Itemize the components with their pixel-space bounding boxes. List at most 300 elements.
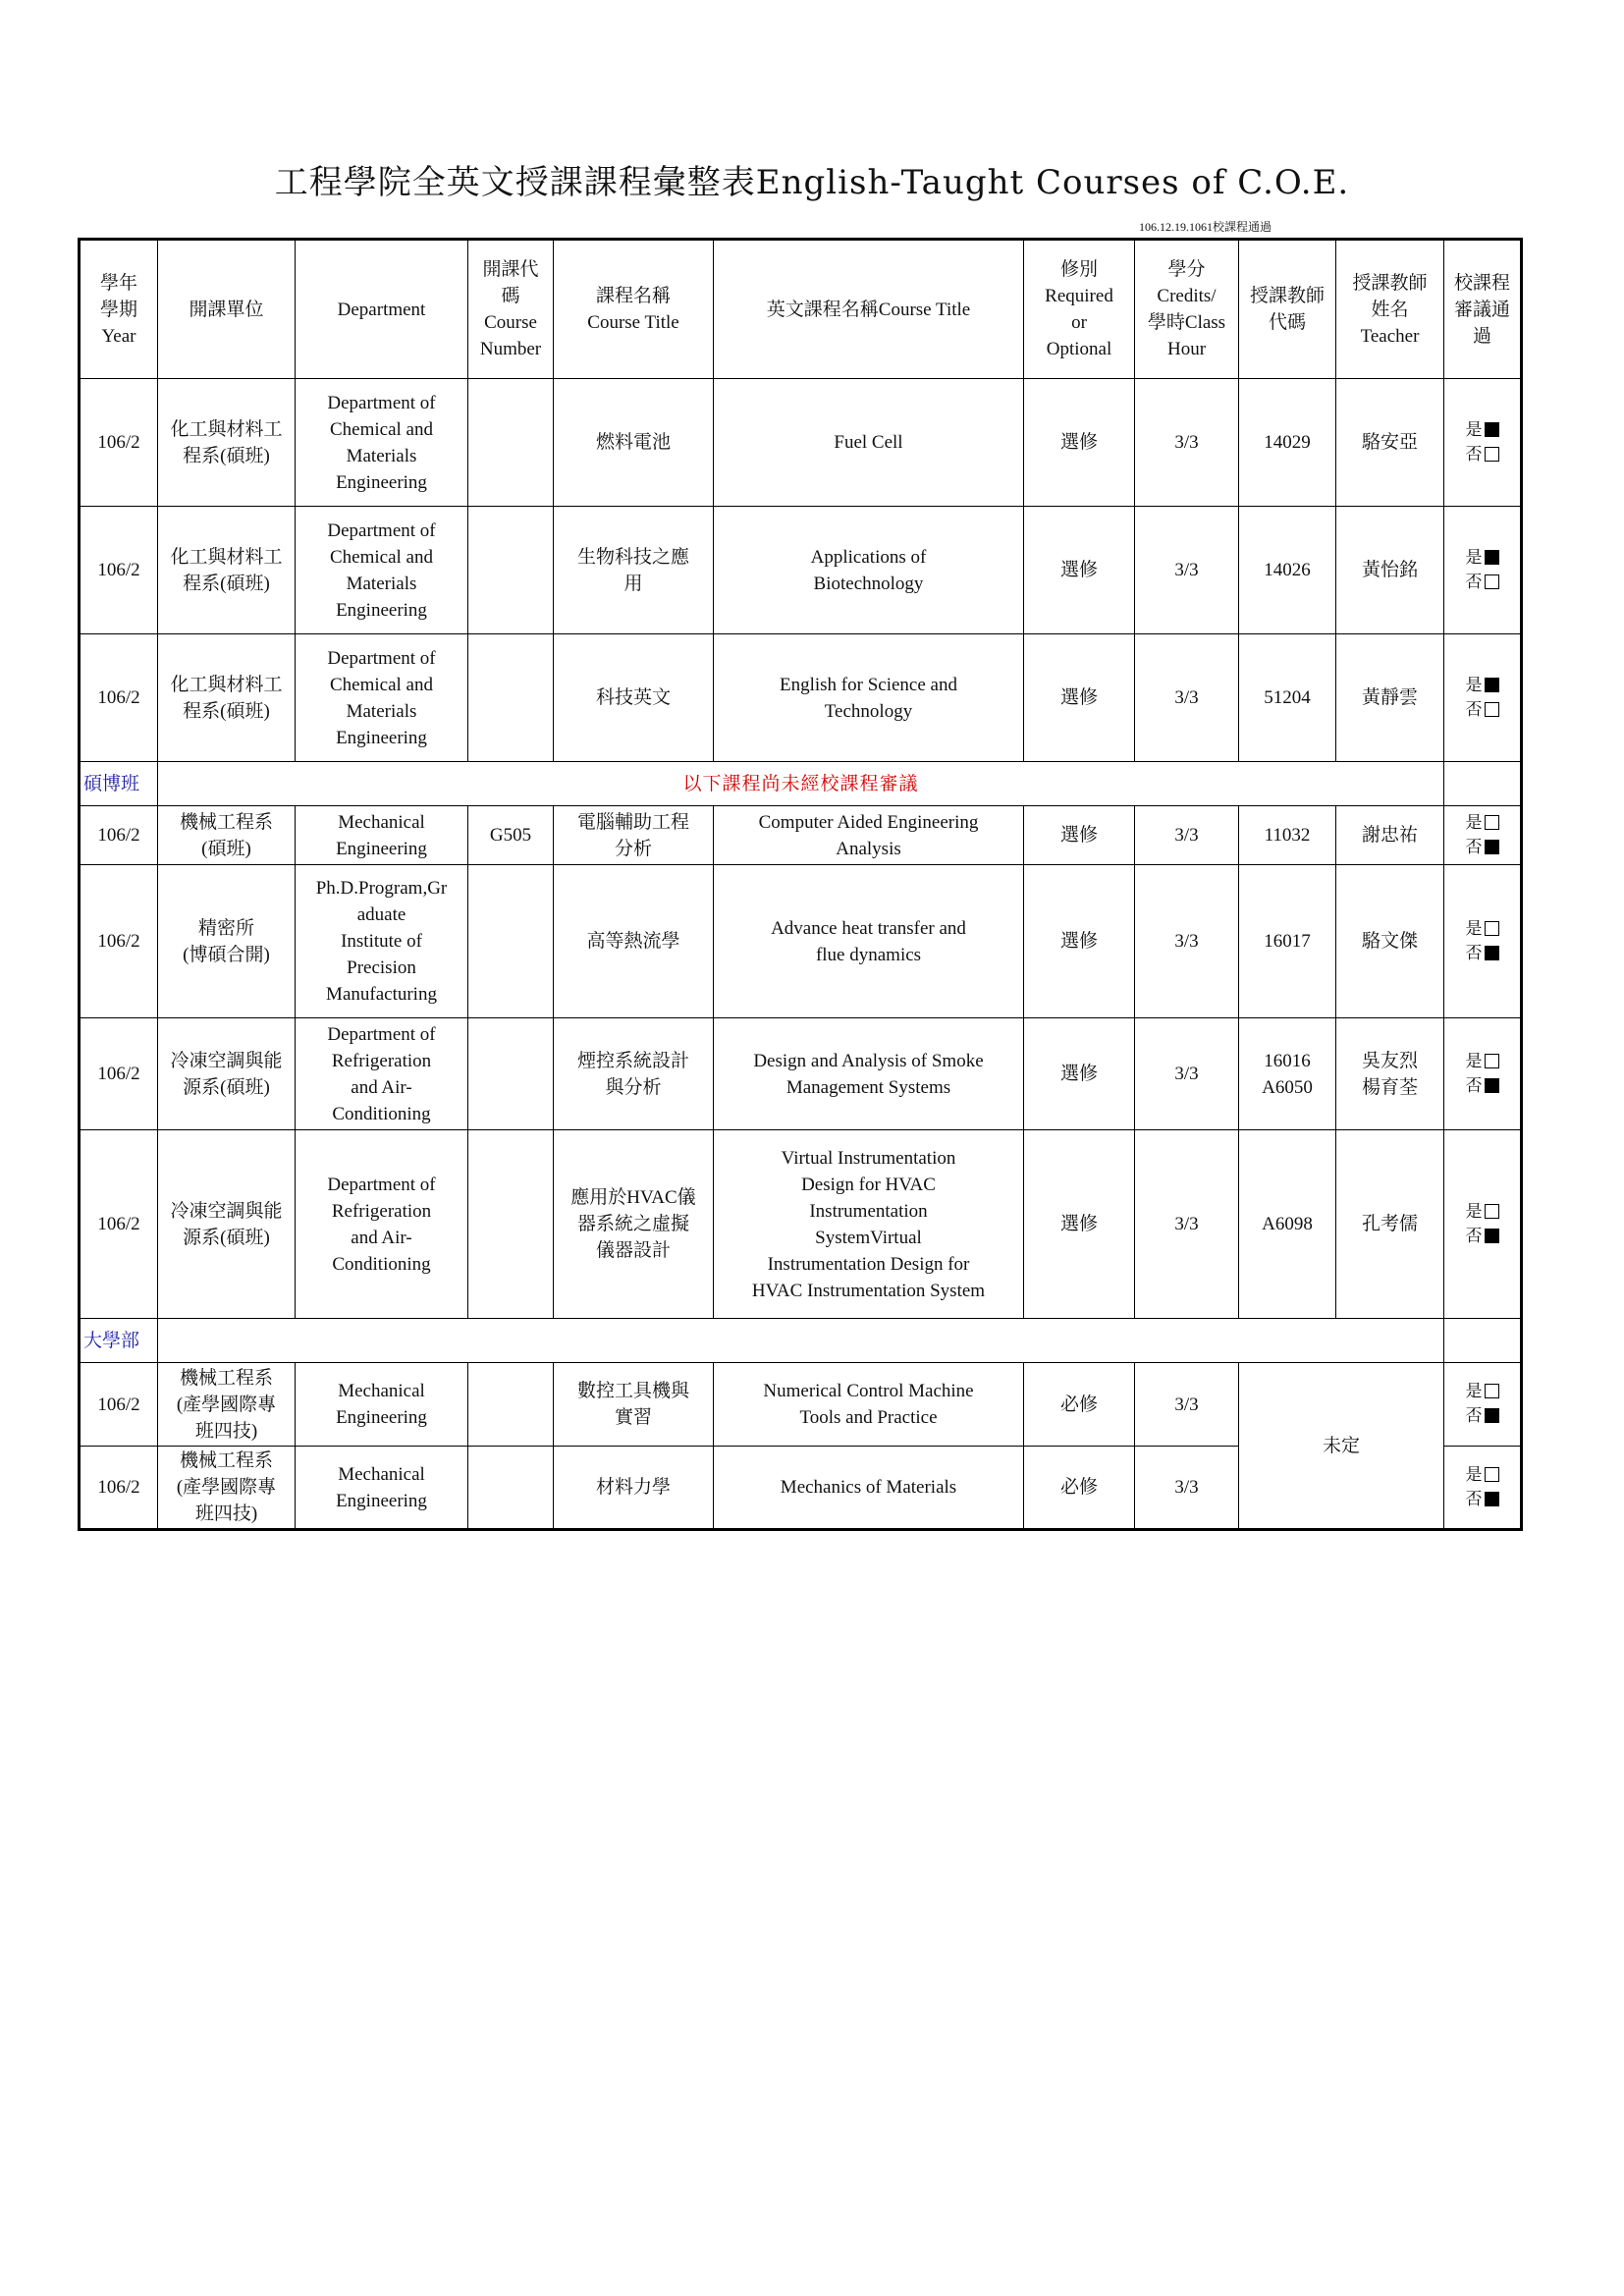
- credits-cell: [1135, 1130, 1239, 1319]
- line: 3/3: [1174, 687, 1199, 708]
- line: 3/3: [1174, 432, 1199, 453]
- line: 3/3: [1174, 931, 1199, 952]
- line: Conditioning: [332, 1253, 431, 1275]
- courses-table: [78, 238, 1523, 1531]
- section-empty-cell: [1444, 762, 1522, 806]
- line: Manufacturing: [326, 984, 437, 1005]
- line: 選修: [1059, 432, 1098, 453]
- line: 化工與材料工: [170, 674, 283, 695]
- no-label: 否: [1465, 699, 1483, 720]
- line: 程系(碩班): [183, 573, 270, 594]
- approval-cell: [1444, 865, 1522, 1018]
- line: 106/2: [97, 931, 140, 952]
- year-cell: [80, 865, 158, 1018]
- no-label: 否: [1465, 572, 1483, 592]
- yes-label: 是: [1465, 675, 1483, 695]
- line: 授課教師: [1352, 272, 1428, 294]
- line: flue dynamics: [815, 944, 922, 965]
- line: 化工與材料工: [170, 418, 283, 440]
- line: Analysis: [836, 838, 901, 859]
- line: 必修: [1059, 1477, 1098, 1498]
- english-title-cell: [714, 1130, 1024, 1319]
- department-cell: [296, 634, 468, 762]
- table-row: [80, 806, 1522, 865]
- line: 16016: [1264, 1050, 1311, 1071]
- header-approval: [1444, 240, 1522, 379]
- line: 14026: [1264, 560, 1311, 580]
- header-required: [1024, 240, 1135, 379]
- header-department: Department: [296, 240, 468, 379]
- line: 高等熱流學: [586, 931, 680, 952]
- line: Engineering: [336, 1407, 427, 1428]
- teacher-name-cell: [1336, 507, 1444, 634]
- line: 選修: [1059, 687, 1098, 708]
- line: Ph.D.Program,Gr: [315, 878, 448, 899]
- checked-box-icon: [1485, 1408, 1499, 1423]
- line: Credits/: [1157, 286, 1217, 306]
- line: 106/2: [97, 1477, 140, 1498]
- course-title-cell: [554, 1447, 714, 1530]
- credits-cell: [1135, 1363, 1239, 1447]
- line: 謝忠祐: [1361, 825, 1418, 846]
- approval-cell: [1444, 507, 1522, 634]
- section-label: 大學部: [80, 1319, 158, 1363]
- unit-cell: [158, 865, 296, 1018]
- teacher-name-cell: [1336, 379, 1444, 507]
- line: 106/2: [97, 1214, 140, 1234]
- line: 與分析: [605, 1076, 662, 1098]
- course-number-cell: [468, 1447, 554, 1530]
- english-title-cell: [714, 1018, 1024, 1130]
- line: and Air-: [351, 1076, 412, 1098]
- line: (產學國際專: [176, 1477, 277, 1498]
- table-row: [80, 379, 1522, 507]
- approval-note: 106.12.19.1061校課程通過: [1139, 220, 1272, 234]
- line: and Air-: [351, 1227, 412, 1248]
- department-cell: [296, 865, 468, 1018]
- no-label: 否: [1465, 1075, 1483, 1096]
- course-title-cell: [554, 1363, 714, 1447]
- empty-box-icon: [1485, 447, 1499, 462]
- course-title-cell: [554, 806, 714, 865]
- yes-label: 是: [1465, 812, 1483, 833]
- approval-cell: [1444, 806, 1522, 865]
- line: 孔考儒: [1361, 1214, 1418, 1234]
- approval-cell: [1444, 1447, 1522, 1530]
- required-cell: [1024, 806, 1135, 865]
- yes-label: 是: [1465, 1464, 1483, 1485]
- line: Advance heat transfer and: [771, 917, 966, 939]
- line: 過: [1472, 325, 1491, 347]
- line: Department of: [327, 1174, 436, 1195]
- line: Instrumentation: [809, 1200, 928, 1222]
- empty-box-icon: [1485, 574, 1499, 589]
- course-title-cell: [554, 1018, 714, 1130]
- unit-cell: [158, 1130, 296, 1319]
- line: 機械工程系: [179, 1367, 273, 1389]
- line: G505: [489, 825, 532, 846]
- line: Number: [479, 339, 542, 359]
- table-row: [80, 865, 1522, 1018]
- unit-cell: [158, 379, 296, 507]
- line: 學年: [99, 272, 137, 294]
- line: Management Systems: [785, 1076, 951, 1098]
- course-number-cell: [468, 1363, 554, 1447]
- yes-label: 是: [1465, 918, 1483, 939]
- line: 106/2: [97, 432, 140, 453]
- line: 電腦輔助工程: [576, 811, 689, 833]
- approval-cell: [1444, 379, 1522, 507]
- line: 駱安亞: [1361, 432, 1418, 453]
- year-cell: [80, 507, 158, 634]
- line: Biotechnology: [813, 573, 924, 594]
- credits-cell: [1135, 865, 1239, 1018]
- credits-cell: [1135, 634, 1239, 762]
- credits-cell: [1135, 1447, 1239, 1530]
- required-cell: [1024, 1018, 1135, 1130]
- no-label: 否: [1465, 1489, 1483, 1509]
- unit-cell: [158, 1363, 296, 1447]
- line: 源系(碩班): [183, 1227, 270, 1248]
- line: Institute of: [341, 931, 422, 952]
- line: A6098: [1262, 1214, 1313, 1234]
- page-title: 工程學院全英文授課課程彙整表English-Taught Courses of C.O.E.: [274, 163, 1350, 202]
- line: 吳友烈: [1361, 1050, 1418, 1071]
- line: Engineering: [336, 838, 427, 859]
- line: Mechanical: [338, 811, 425, 833]
- line: (博碩合開): [183, 944, 270, 965]
- section-label: 碩博班: [80, 762, 158, 806]
- course-number-cell: [468, 806, 554, 865]
- year-cell: [80, 1363, 158, 1447]
- line: Technology: [824, 700, 913, 722]
- teacher-code-cell: [1239, 865, 1336, 1018]
- line: 分析: [614, 838, 652, 859]
- header-credits: [1135, 240, 1239, 379]
- line: Tools and Practice: [799, 1407, 938, 1428]
- line: Refrigeration: [331, 1050, 432, 1071]
- english-title-cell: [714, 379, 1024, 507]
- department-cell: [296, 379, 468, 507]
- line: 化工與材料工: [170, 546, 283, 568]
- credits-cell: [1135, 1018, 1239, 1130]
- line: 程系(碩班): [183, 700, 270, 722]
- line: 106/2: [97, 560, 140, 580]
- empty-box-icon: [1485, 1204, 1499, 1219]
- no-label: 否: [1465, 837, 1483, 857]
- english-title-cell: [714, 1363, 1024, 1447]
- year-cell: [80, 1130, 158, 1319]
- section-row: [80, 762, 1522, 806]
- checked-box-icon: [1485, 840, 1499, 854]
- approval-cell: [1444, 1130, 1522, 1319]
- line: 數控工具機與: [576, 1381, 689, 1401]
- checked-box-icon: [1485, 1078, 1499, 1093]
- line: (產學國際專: [176, 1394, 277, 1415]
- teacher-name-cell: [1336, 865, 1444, 1018]
- line: Conditioning: [332, 1103, 431, 1124]
- line: 修別: [1059, 259, 1098, 280]
- line: Mechanical: [338, 1463, 425, 1485]
- line: Design for HVAC: [801, 1174, 936, 1195]
- line: 校課程: [1453, 272, 1510, 294]
- line: 煙控系統設計: [576, 1050, 689, 1071]
- credits-cell: [1135, 507, 1239, 634]
- line: 106/2: [97, 1064, 140, 1084]
- line: 3/3: [1174, 1214, 1199, 1234]
- section-note: [158, 1319, 1444, 1363]
- english-title-cell: [714, 865, 1024, 1018]
- line: 開課代: [482, 259, 539, 280]
- line: 班四技): [194, 1503, 258, 1524]
- unit-cell: [158, 1018, 296, 1130]
- line: 11032: [1264, 825, 1311, 846]
- line: 必修: [1059, 1394, 1098, 1415]
- line: 3/3: [1174, 1394, 1199, 1415]
- yes-label: 是: [1465, 1201, 1483, 1222]
- course-title-cell: [554, 507, 714, 634]
- empty-box-icon: [1485, 702, 1499, 717]
- line: 駱文傑: [1361, 931, 1418, 952]
- year-cell: [80, 806, 158, 865]
- line: 選修: [1059, 1214, 1098, 1234]
- required-cell: [1024, 1363, 1135, 1447]
- required-cell: [1024, 1130, 1135, 1319]
- teacher-name-cell: [1336, 634, 1444, 762]
- line: 授課教師: [1249, 286, 1325, 306]
- table-row: [80, 1130, 1522, 1319]
- line: HVAC Instrumentation System: [751, 1280, 986, 1301]
- line: 生物科技之應: [576, 546, 689, 568]
- course-number-cell: [468, 865, 554, 1018]
- line: A6050: [1262, 1076, 1313, 1098]
- line: 106/2: [97, 825, 140, 846]
- line: Fuel Cell: [834, 432, 903, 453]
- empty-box-icon: [1485, 815, 1499, 830]
- header-unit: 開課單位: [158, 240, 296, 379]
- teacher-code-cell: [1239, 1018, 1336, 1130]
- no-label: 否: [1465, 1226, 1483, 1246]
- no-label: 否: [1465, 444, 1483, 465]
- line: 黃靜雲: [1361, 687, 1418, 708]
- checked-box-icon: [1485, 678, 1499, 692]
- line: 3/3: [1174, 1477, 1199, 1498]
- line: 程系(碩班): [183, 445, 270, 466]
- no-label: 否: [1465, 943, 1483, 963]
- header-teacher: [1336, 240, 1444, 379]
- line: Hour: [1166, 339, 1207, 359]
- line: 科技英文: [595, 687, 671, 708]
- empty-box-icon: [1485, 1384, 1499, 1398]
- line: aduate: [356, 904, 406, 925]
- table-row: [80, 507, 1522, 634]
- yes-label: 是: [1465, 1382, 1483, 1401]
- line: 班四技): [194, 1420, 258, 1442]
- line: 審議通: [1453, 299, 1510, 320]
- table-header-row: [80, 240, 1522, 379]
- teacher-code-cell: [1239, 634, 1336, 762]
- line: Mechanical: [338, 1381, 425, 1401]
- line: 機械工程系: [179, 1450, 273, 1471]
- course-number-cell: [468, 1130, 554, 1319]
- line: Engineering: [336, 599, 427, 621]
- line: Virtual Instrumentation: [781, 1147, 956, 1169]
- line: SystemVirtual: [815, 1227, 922, 1248]
- table-body: [80, 379, 1522, 1530]
- line: 應用於HVAC儀: [570, 1187, 696, 1208]
- line: 機械工程系: [179, 811, 273, 833]
- line: 燃料電池: [595, 432, 671, 453]
- header-year: [80, 240, 158, 379]
- line: Refrigeration: [331, 1200, 432, 1222]
- line: 14029: [1264, 432, 1311, 453]
- unit-cell: [158, 634, 296, 762]
- required-cell: [1024, 634, 1135, 762]
- line: 器系統之虛擬: [576, 1214, 689, 1234]
- line: Engineering: [336, 1490, 427, 1511]
- line: Department of: [327, 392, 436, 413]
- course-title-cell: [554, 1130, 714, 1319]
- credits-cell: [1135, 379, 1239, 507]
- section-empty-cell: [1444, 1319, 1522, 1363]
- line: Materials: [346, 700, 417, 722]
- header-english-title: 英文課程名稱Course Title: [714, 240, 1024, 379]
- approval-cell: [1444, 1363, 1522, 1447]
- line: Course: [484, 312, 537, 333]
- english-title-cell: [714, 1447, 1024, 1530]
- line: (碩班): [201, 838, 251, 859]
- line: 黃怡銘: [1361, 560, 1418, 580]
- line: 材料力學: [595, 1477, 671, 1498]
- empty-box-icon: [1485, 1054, 1499, 1068]
- line: Materials: [346, 445, 417, 466]
- course-number-cell: [468, 379, 554, 507]
- teacher-name-cell: [1336, 1018, 1444, 1130]
- table-row: [80, 1363, 1522, 1447]
- course-number-cell: [468, 1018, 554, 1130]
- header-course-number: [468, 240, 554, 379]
- line: Numerical Control Machine: [763, 1381, 974, 1401]
- line: Year: [101, 325, 136, 347]
- checked-box-icon: [1485, 550, 1499, 565]
- course-title-cell: [554, 865, 714, 1018]
- line: 學分: [1167, 259, 1206, 280]
- teacher-name-cell: [1336, 1130, 1444, 1319]
- line: 106/2: [97, 1394, 140, 1415]
- line: Course Title: [587, 312, 679, 333]
- header-course-title: [554, 240, 714, 379]
- line: 106/2: [97, 687, 140, 708]
- course-number-cell: [468, 507, 554, 634]
- line: 源系(碩班): [183, 1076, 270, 1098]
- year-cell: [80, 379, 158, 507]
- line: Engineering: [336, 471, 427, 493]
- teacher-code-cell: [1239, 379, 1336, 507]
- line: Applications of: [810, 546, 927, 568]
- line: Optional: [1046, 339, 1112, 359]
- table-row: [80, 1018, 1522, 1130]
- unit-cell: [158, 507, 296, 634]
- yes-label: 是: [1465, 419, 1483, 440]
- empty-box-icon: [1485, 921, 1499, 936]
- english-title-cell: [714, 507, 1024, 634]
- table-row: [80, 634, 1522, 762]
- line: Materials: [346, 573, 417, 594]
- line: Chemical and: [330, 674, 433, 695]
- empty-box-icon: [1485, 1467, 1499, 1482]
- line: 用: [623, 573, 643, 594]
- required-cell: [1024, 379, 1135, 507]
- line: 冷凍空調與能: [170, 1200, 283, 1222]
- department-cell: [296, 806, 468, 865]
- header-teacher-code: [1239, 240, 1336, 379]
- required-cell: [1024, 865, 1135, 1018]
- course-title-cell: [554, 379, 714, 507]
- line: Department of: [327, 647, 436, 669]
- line: 3/3: [1174, 825, 1199, 846]
- unit-cell: [158, 806, 296, 865]
- line: 學期: [99, 299, 137, 320]
- no-label: 否: [1465, 1406, 1483, 1426]
- required-cell: [1024, 1447, 1135, 1530]
- line: Computer Aided Engineering: [758, 811, 979, 833]
- course-title-cell: [554, 634, 714, 762]
- checked-box-icon: [1485, 1229, 1499, 1243]
- line: 實習: [614, 1407, 652, 1428]
- yes-label: 是: [1465, 1051, 1483, 1071]
- line: Engineering: [336, 727, 427, 748]
- department-cell: [296, 1447, 468, 1530]
- line: 選修: [1059, 560, 1098, 580]
- section-row: [80, 1319, 1522, 1363]
- english-title-cell: [714, 634, 1024, 762]
- line: 選修: [1059, 931, 1098, 952]
- line: 儀器設計: [595, 1240, 671, 1261]
- line: Chemical and: [330, 418, 433, 440]
- checked-box-icon: [1485, 1492, 1499, 1506]
- line: Teacher: [1360, 325, 1420, 347]
- approval-cell: [1444, 1018, 1522, 1130]
- line: Department of: [327, 519, 436, 541]
- line: 碼: [501, 286, 520, 306]
- year-cell: [80, 634, 158, 762]
- checked-box-icon: [1485, 422, 1499, 437]
- department-cell: [296, 1363, 468, 1447]
- required-cell: [1024, 507, 1135, 634]
- line: 3/3: [1174, 560, 1199, 580]
- line: Required: [1045, 286, 1113, 306]
- line: 姓名: [1371, 299, 1409, 320]
- line: Instrumentation Design for: [767, 1253, 970, 1275]
- line: 3/3: [1174, 1064, 1199, 1084]
- line: 冷凍空調與能: [170, 1050, 283, 1071]
- department-cell: [296, 1018, 468, 1130]
- line: 選修: [1059, 1064, 1098, 1084]
- department-cell: [296, 507, 468, 634]
- line: English for Science and: [780, 674, 957, 695]
- line: 未定: [1322, 1435, 1360, 1456]
- teacher-undecided-cell: [1239, 1363, 1444, 1530]
- line: Mechanics of Materials: [780, 1477, 957, 1498]
- section-note: 以下課程尚未經校課程審議: [158, 762, 1444, 806]
- credits-cell: [1135, 806, 1239, 865]
- yes-label: 是: [1465, 547, 1483, 568]
- line: Design and Analysis of Smoke: [753, 1050, 984, 1071]
- line: 精密所: [197, 917, 254, 939]
- department-cell: [296, 1130, 468, 1319]
- line: 51204: [1264, 687, 1311, 708]
- approval-cell: [1444, 634, 1522, 762]
